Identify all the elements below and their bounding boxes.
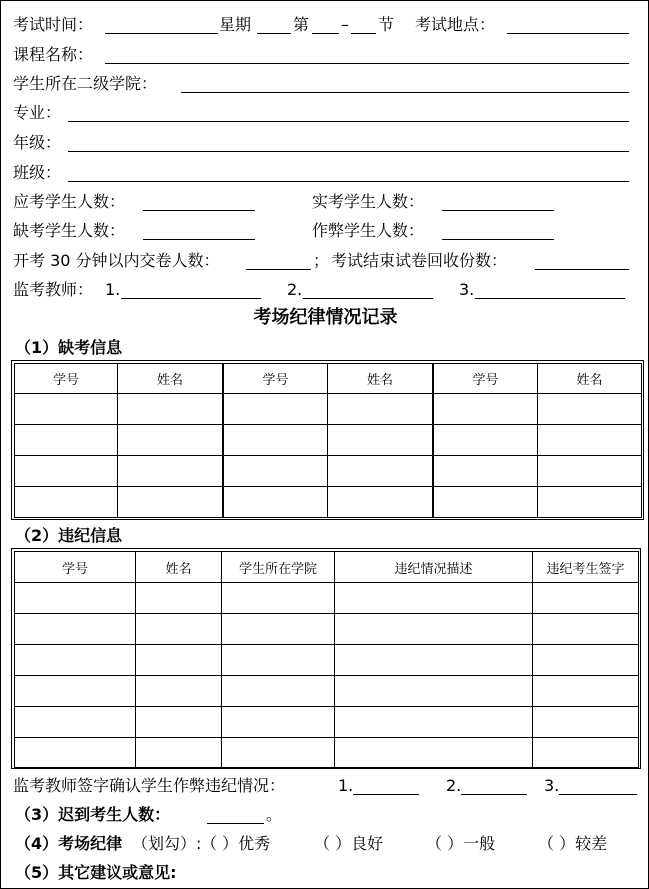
cell[interactable] — [533, 614, 639, 645]
late-count-label: （3）迟到考生人数： — [15, 805, 171, 824]
cell[interactable] — [15, 645, 136, 676]
cell[interactable] — [328, 487, 433, 518]
discipline-option-average[interactable]: （ ）一般 — [426, 834, 496, 853]
cell[interactable] — [538, 425, 642, 456]
cell[interactable] — [222, 738, 335, 768]
cell[interactable] — [15, 456, 118, 487]
invigilator-num-1: 1. — [105, 280, 121, 299]
cell[interactable] — [15, 425, 118, 456]
cell[interactable] — [118, 425, 223, 456]
violation-table — [14, 551, 639, 768]
discipline-option-poor[interactable]: （ ）较差 — [538, 834, 608, 853]
confirm-num-1: 1. — [338, 776, 354, 795]
col-header-name: 姓名 — [538, 364, 642, 394]
collected-field[interactable] — [535, 269, 629, 270]
course-label: 课程名称： — [13, 45, 94, 64]
cell[interactable] — [335, 707, 533, 738]
late-count-field[interactable] — [207, 823, 264, 824]
cell[interactable] — [224, 394, 328, 425]
confirm-num-2: 2. — [446, 776, 462, 795]
confirm-1-field[interactable] — [353, 794, 419, 795]
grade-field[interactable] — [68, 151, 629, 152]
early-submit-label: 开考 30 分钟以内交卷人数： — [13, 251, 220, 270]
col-header-name: 姓名 — [136, 552, 222, 583]
period-label: 第 — [293, 15, 310, 34]
suggestions-label: （5）其它建议或意见: — [15, 863, 177, 882]
discipline-option-excellent[interactable]: （ ）优秀 — [201, 834, 271, 853]
absence-table-3 — [433, 363, 642, 518]
collected-label: 考试结束试卷回收份数： — [331, 251, 508, 270]
grade-label: 年级： — [13, 133, 62, 152]
cell[interactable] — [434, 456, 538, 487]
cell[interactable] — [335, 738, 533, 768]
cell[interactable] — [222, 614, 335, 645]
absence-table-1 — [14, 363, 223, 518]
cell[interactable] — [222, 676, 335, 707]
cell[interactable] — [15, 676, 136, 707]
cell[interactable] — [434, 487, 538, 518]
college-field[interactable] — [181, 92, 629, 93]
college-label: 学生所在二级学院： — [13, 74, 158, 93]
col-header-college: 学生所在学院 — [222, 552, 335, 583]
cell[interactable] — [533, 707, 639, 738]
page-title: 考场纪律情况记录 — [253, 307, 398, 328]
cell[interactable] — [118, 487, 223, 518]
discipline-label: （4）考场纪律 — [15, 834, 123, 853]
col-header-id: 学号 — [434, 364, 538, 394]
col-header-name: 姓名 — [118, 364, 223, 394]
invigilator-num-2: 2. — [287, 280, 303, 299]
invigilator-num-3: 3. — [459, 280, 475, 299]
expected-count-field[interactable] — [143, 210, 255, 211]
weekday-field[interactable] — [257, 33, 291, 34]
exam-place-label: 考试地点： — [415, 15, 496, 34]
cell[interactable] — [136, 614, 222, 645]
actual-count-label: 实考学生人数： — [312, 192, 425, 211]
absent-count-field[interactable] — [143, 239, 255, 240]
col-header-id: 学号 — [15, 364, 118, 394]
confirm-label: 监考教师签字确认学生作弊违纪情况： — [13, 776, 286, 795]
cell[interactable] — [335, 676, 533, 707]
invigilator-3-field[interactable] — [475, 298, 625, 299]
expected-count-label: 应考学生人数： — [13, 192, 126, 211]
cell[interactable] — [136, 645, 222, 676]
cell[interactable] — [335, 645, 533, 676]
exam-time-field[interactable] — [105, 33, 218, 34]
confirm-num-3: 3. — [544, 776, 560, 795]
cell[interactable] — [434, 425, 538, 456]
cell[interactable] — [224, 425, 328, 456]
discipline-option-good[interactable]: （ ）良好 — [314, 834, 384, 853]
cell[interactable] — [533, 676, 639, 707]
period-dash: – — [341, 15, 349, 34]
invigilator-1-field[interactable] — [121, 298, 261, 299]
invigilator-2-field[interactable] — [303, 298, 433, 299]
cell[interactable] — [434, 394, 538, 425]
absence-heading: （1）缺考信息 — [15, 338, 123, 357]
cell[interactable] — [533, 645, 639, 676]
cell[interactable] — [222, 583, 335, 614]
cell[interactable] — [538, 456, 642, 487]
cell[interactable] — [118, 456, 223, 487]
major-field[interactable] — [68, 121, 629, 122]
cell[interactable] — [136, 738, 222, 768]
period-end-field[interactable] — [351, 33, 376, 34]
weekday-label: 星期 — [219, 15, 252, 34]
col-header-id: 学号 — [15, 552, 136, 583]
cell[interactable] — [15, 487, 118, 518]
cell[interactable] — [328, 456, 433, 487]
cell[interactable] — [15, 583, 136, 614]
confirm-3-field[interactable] — [559, 794, 637, 795]
discipline-hint: （划勾）: — [132, 834, 202, 853]
cell[interactable] — [15, 738, 136, 768]
invigilator-label: 监考教师： — [13, 280, 94, 299]
cell[interactable] — [136, 707, 222, 738]
confirm-2-field[interactable] — [461, 794, 527, 795]
cell[interactable] — [533, 738, 639, 768]
cell[interactable] — [538, 394, 642, 425]
late-count-end: 。 — [266, 805, 283, 824]
cell[interactable] — [335, 583, 533, 614]
col-header-name: 姓名 — [328, 364, 433, 394]
class-field[interactable] — [68, 181, 629, 182]
cell[interactable] — [533, 583, 639, 614]
exam-place-field[interactable] — [507, 33, 629, 34]
cell[interactable] — [335, 614, 533, 645]
exam-time-label: 考试时间： — [13, 15, 94, 34]
cell[interactable] — [136, 583, 222, 614]
cell[interactable] — [328, 425, 433, 456]
cell[interactable] — [224, 487, 328, 518]
semicolon: ； — [313, 251, 330, 270]
period-start-field[interactable] — [312, 33, 339, 34]
section-label: 节 — [378, 15, 395, 34]
actual-count-field[interactable] — [442, 210, 554, 211]
col-header-id: 学号 — [224, 364, 328, 394]
major-label: 专业： — [13, 103, 62, 122]
cell[interactable] — [15, 707, 136, 738]
cell[interactable] — [538, 487, 642, 518]
cell[interactable] — [136, 676, 222, 707]
cheat-count-field[interactable] — [442, 239, 554, 240]
absence-table-2 — [223, 363, 433, 518]
cell[interactable] — [222, 645, 335, 676]
cell[interactable] — [222, 707, 335, 738]
course-field[interactable] — [105, 63, 629, 64]
cell[interactable] — [15, 614, 136, 645]
absent-count-label: 缺考学生人数： — [13, 221, 126, 240]
cell[interactable] — [15, 394, 118, 425]
violation-heading: （2）违纪信息 — [15, 526, 123, 545]
cell[interactable] — [118, 394, 223, 425]
cell[interactable] — [224, 456, 328, 487]
col-header-description: 违纪情况描述 — [335, 552, 533, 583]
col-header-signature: 违纪考生签字 — [533, 552, 639, 583]
cell[interactable] — [328, 394, 433, 425]
early-submit-field[interactable] — [246, 269, 311, 270]
cheat-count-label: 作弊学生人数： — [312, 221, 425, 240]
class-label: 班级： — [13, 163, 62, 182]
